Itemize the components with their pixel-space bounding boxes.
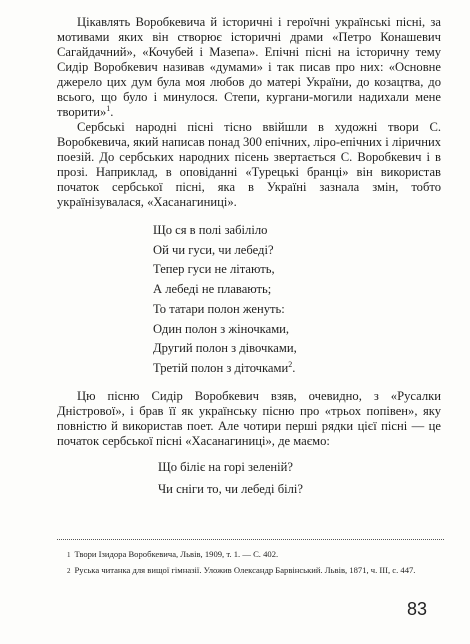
footnote-number: 2: [67, 567, 71, 575]
poem-line: Ой чи гуси, чи лебеді?: [153, 242, 274, 257]
paragraph-1-tail: .: [110, 105, 114, 119]
paragraph-2: Сербські народні пісні тісно ввійшли в художні твори С. Воробкевича, який написав понад 300 епічних, ліро-епічних і ліричних поезій. До сербських народних пісень звертається С. Воробкевич і в прозі. Наприклад, в оповіданні «Турецькі бранці» він використав початок сербської пісні, яка в Україні зазнала змін, тобто українізувалася, «Хасанагиниці».: [57, 120, 441, 209]
paragraph-3: Цю пісню Сидір Воробкевич взяв, очевидно, з «Русалки Дністрової», і брав її як українську пісню про «трьох попівен», яку повністю й використав поет. Але чотири перші рядки цієї пісні — це початок сербської пісні «Хасанагиниці», де маємо:: [57, 388, 441, 448]
footnotes: [57, 547, 441, 579]
quote-line: Чи сніги то, чи лебеді білі?: [158, 481, 303, 496]
poem-line: То татари полон женуть:: [153, 301, 285, 316]
poem-line: Що ся в полі забіліло: [153, 223, 268, 237]
poem-line: Тепер гуси не літають,: [153, 262, 275, 277]
footnote-separator: [57, 539, 444, 540]
poem-line: [57, 359, 441, 379]
footnote-1: [57, 547, 441, 563]
footnote-ref-1: 1: [106, 103, 111, 113]
main-text: [57, 15, 441, 500]
poem-last-line-tail: .: [292, 360, 296, 375]
page-number: 83: [407, 599, 428, 619]
footnote-number: 1: [67, 551, 71, 559]
footnote-text: Руська читанка для вищої гімназії. Уложив Олександр Барвінський. Львів, 1871, ч. III, с. 447.: [74, 565, 416, 575]
paragraph-1: [57, 15, 441, 120]
footnote-ref-2: 2: [288, 359, 293, 369]
footnote-2: [57, 563, 441, 579]
footnote-text: Твори Ізидора Воробкевича, Львів, 1909, т. 1. — С. 402.: [74, 549, 279, 559]
paragraph-1-text: Цікавлять Воробкевича й історичні і героїчні українські пісні, за мотивами яких він створює історичні драми «Петро Конашевич Сагайдачний», «Кочубей і Мазепа». Епічні пісні на історичну тему Сидір Воробкевич називав «думами» і так писав про них: «Основне джерело цих дум була моя любов до матері України, до козацтва, до всього, що було і минулося. Степи, кургани-могили надихали мене творити»: [57, 15, 441, 119]
poem-line: Другий полон з дівочками,: [153, 341, 297, 356]
serbian-quote: [57, 456, 441, 500]
quote-line: Що біліє на горі зеленій?: [158, 459, 293, 474]
poem-line: А лебеді не плавають;: [153, 282, 272, 297]
poem-quote: [57, 221, 441, 379]
poem-last-line-text: Третій полон з діточками: [153, 360, 289, 375]
poem-line: Один полон з жіночками,: [153, 321, 290, 336]
